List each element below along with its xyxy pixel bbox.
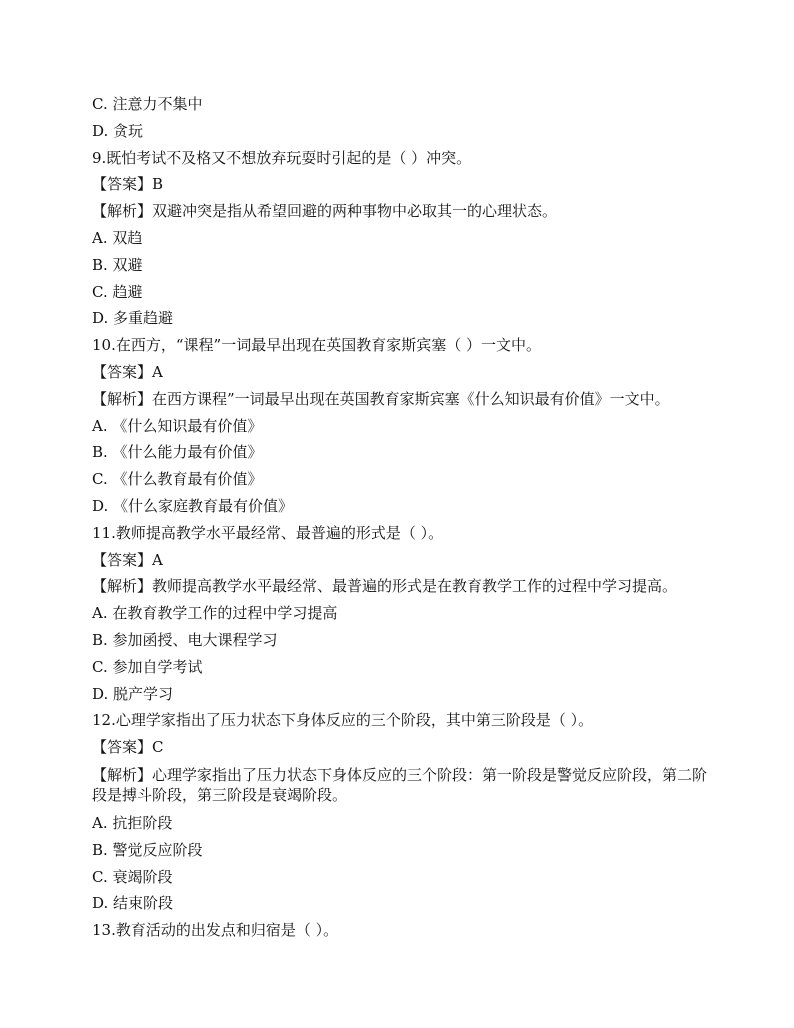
answer-11: 【答案】A	[92, 550, 163, 569]
option-b-q12: B. 警觉反应阶段	[92, 840, 203, 859]
answer-12: 【答案】C	[92, 738, 164, 757]
question-12: 12.心理学家指出了压力状态下身体反应的三个阶段，其中第三阶段是（ ）。	[92, 711, 594, 730]
option-a-q9: A. 双趋	[92, 228, 143, 247]
question-13: 13.教育活动的出发点和归宿是（ ）。	[92, 921, 339, 940]
option-d-q9: D. 多重趋避	[92, 309, 174, 328]
option-c-q12: C. 衰竭阶段	[92, 867, 173, 886]
option-d-q12: D. 结束阶段	[92, 894, 174, 913]
question-11: 11.教师提高教学水平最经常、最普遍的形式是（ ）。	[92, 523, 444, 542]
option-b-q11: B. 参加函授、电大课程学习	[92, 630, 278, 649]
answer-10: 【答案】A	[92, 362, 163, 381]
option-a-q11: A. 在教育教学工作的过程中学习提高	[92, 604, 338, 623]
option-a-q12: A. 抗拒阶段	[92, 813, 173, 832]
question-9: 9.既怕考试不及格又不想放弃玩耍时引起的是（ ）冲突。	[92, 148, 472, 167]
option-b-q10: B. 《什么能力最有价值》	[92, 443, 263, 462]
option-d-q11: D. 脱产学习	[92, 684, 174, 703]
option-a-q10: A. 《什么知识最有价值》	[92, 416, 263, 435]
option-c-q10: C. 《什么教育最有价值》	[92, 470, 263, 489]
explanation-12: 【解析】心理学家指出了压力状态下身体反应的三个阶段：第一阶段是警觉反应阶段，第二阶段是搏斗阶段，第三阶段是衰竭阶段。	[92, 765, 708, 804]
answer-9: 【答案】B	[92, 175, 164, 194]
explanation-9: 【解析】双避冲突是指从希望回避的两种事物中必取其一的心理状态。	[92, 202, 558, 221]
option-d-q8: D. 贪玩	[92, 121, 144, 140]
explanation-11: 【解析】教师提高教学水平最经常、最普遍的形式是在教育教学工作的过程中学习提高。	[92, 577, 678, 596]
explanation-10: 【解析】在西方课程”一词最早出现在英国教育家斯宾塞《什么知识最有价值》一文中。	[92, 389, 670, 408]
option-d-q10: D. 《什么家庭教育最有价值》	[92, 496, 294, 515]
question-10: 10.在西方，“课程”一词最早出现在英国教育家斯宾塞（ ）一文中。	[92, 336, 541, 355]
option-c-q11: C. 参加自学考试	[92, 657, 203, 676]
option-b-q9: B. 双避	[92, 255, 143, 274]
option-c-q9: C. 趋避	[92, 282, 143, 301]
document-page	[92, 91, 712, 944]
option-c-q8: C. 注意力不集中	[92, 95, 203, 113]
